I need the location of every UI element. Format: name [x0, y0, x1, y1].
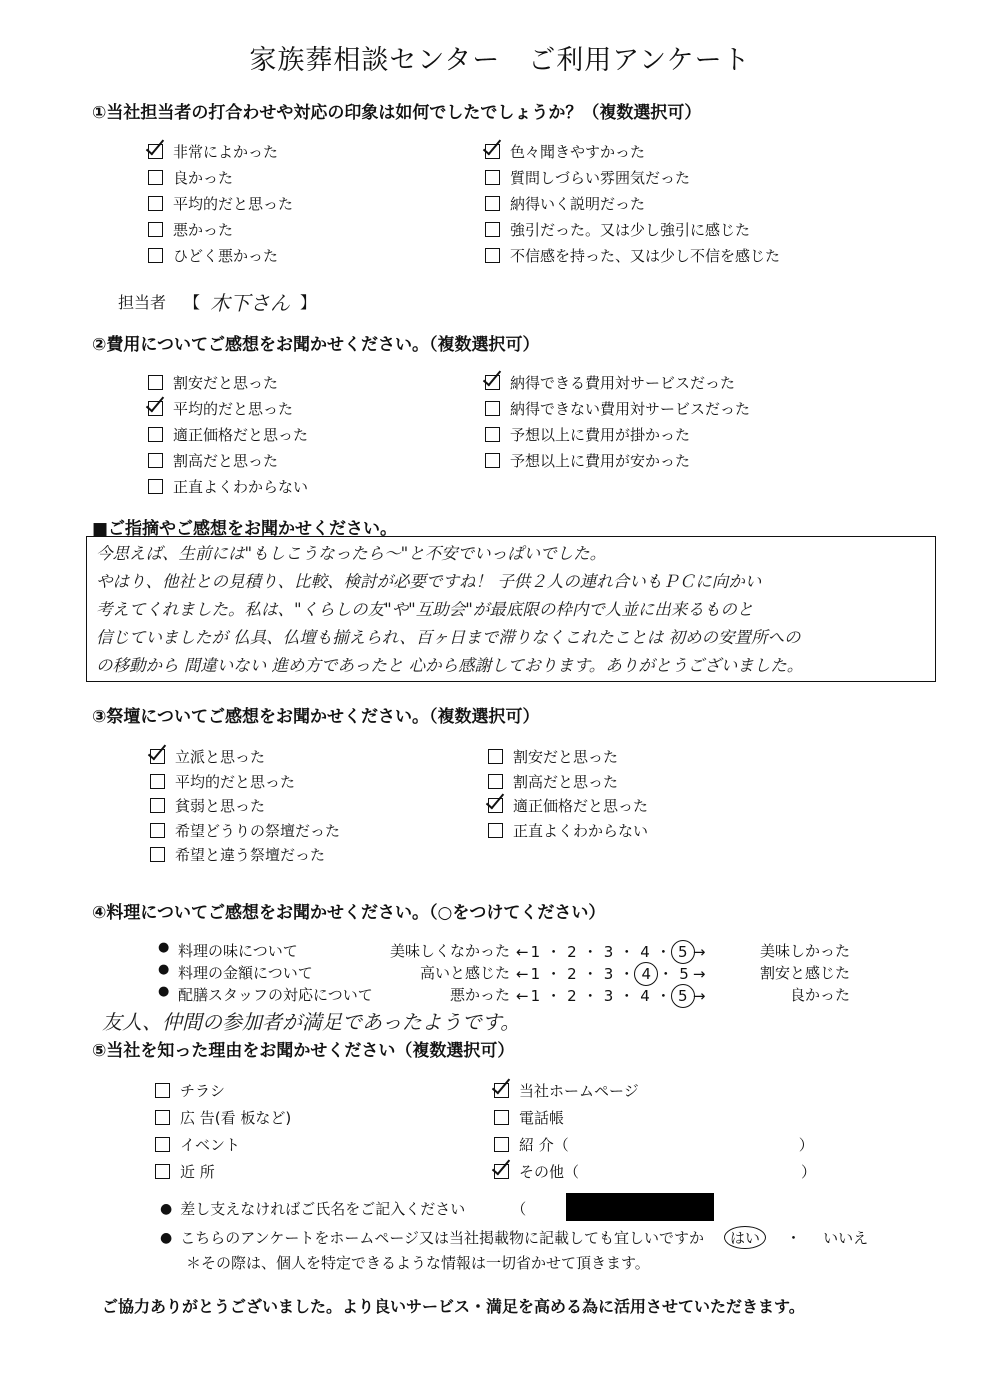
option-label: イベント [180, 1136, 241, 1154]
option-row [494, 1107, 564, 1128]
scale-separator: ・ [582, 943, 598, 961]
publish-yes: はい [724, 1226, 766, 1249]
option-row [494, 1161, 816, 1182]
scale-separator: ・ [655, 943, 671, 961]
checkbox-icon[interactable] [148, 479, 163, 494]
option-label: 良かった [173, 169, 234, 187]
checkbox-icon[interactable] [485, 401, 500, 416]
name-paren-open: （ [511, 1200, 527, 1218]
name-prompt: 差し支えなければご氏名をご記入ください [180, 1200, 466, 1218]
scale-option[interactable]: 2 [567, 987, 577, 1005]
checked-box-icon[interactable] [485, 144, 500, 159]
scale-separator: ・ [619, 987, 635, 1005]
option-row [148, 193, 293, 214]
checkbox-icon[interactable] [150, 823, 165, 838]
option-row [488, 820, 648, 841]
checked-box-icon[interactable] [494, 1164, 509, 1179]
option-row [155, 1080, 225, 1101]
scale-option[interactable]: 4 [640, 987, 650, 1005]
option-label: 立派と思った [175, 748, 266, 766]
option-label: 非常によかった [173, 143, 279, 161]
rating-high-label: 良かった [789, 986, 850, 1004]
option-row [148, 245, 278, 266]
staff-bracket-close: 】 [300, 293, 317, 312]
option-row [485, 219, 750, 240]
scale-separator: ・ [546, 987, 562, 1005]
option-row [148, 372, 278, 393]
checkbox-icon[interactable] [485, 427, 500, 442]
comment-line: やはり、他社との見積り、比較、検討が必要ですね！ 子供２人の連れ合いもＰＣに向かい [96, 572, 762, 591]
option-label: 悪かった [173, 221, 234, 239]
scale-option[interactable]: 2 [567, 943, 577, 961]
comment-line: 信じていましたが 仏具、仏壇も揃えられ、百ヶ日まで滞りなくこれたことは 初めの安置所への [96, 628, 801, 647]
option-label: 予想以上に費用が掛かった [510, 426, 691, 444]
option-label: 割安だと思った [173, 374, 279, 392]
scale-option[interactable]: 3 [603, 943, 614, 961]
option-label: 納得できない費用対サービスだった [510, 400, 751, 418]
option-label: 貧弱と思った [175, 797, 266, 815]
option-label: 平均的だと思った [173, 400, 294, 418]
option-label: チラシ [180, 1082, 226, 1100]
checked-box-icon[interactable] [494, 1083, 509, 1098]
name-row [160, 1198, 526, 1219]
checkbox-icon[interactable] [150, 774, 165, 789]
option-row [150, 844, 325, 865]
option-row [148, 167, 233, 188]
staff-bracket-open: 【 [184, 293, 201, 312]
option-label: 正直よくわからない [513, 821, 649, 840]
option-row [148, 476, 308, 497]
option-row [485, 372, 735, 393]
option-label: 色々聞きやすかった [510, 143, 646, 161]
thanks-text: ご協力ありがとうございました。より良いサービス・満足を高める為に活用させていただきます。 [102, 1297, 805, 1316]
staff-row [118, 287, 316, 316]
scale-option[interactable]: 5 [671, 984, 695, 1008]
scale-option[interactable]: 3 [603, 987, 614, 1005]
option-label: 割高だと思った [513, 772, 619, 791]
comment-line: 考えてくれました。私は、"くらしの友"や"互助会"が最底限の枠内で人並に出来るものと [96, 600, 754, 619]
option-row [150, 771, 295, 792]
checkbox-icon[interactable] [494, 1110, 509, 1125]
checkbox-icon[interactable] [148, 453, 163, 468]
checkbox-icon[interactable] [488, 823, 503, 838]
option-label: 希望と違う祭壇だった [175, 846, 326, 864]
publish-prompt: こちらのアンケートをホームページ又は当社掲載物に記載しても宜しいですか [180, 1229, 705, 1247]
checked-box-icon[interactable] [150, 749, 165, 764]
checkbox-icon[interactable] [155, 1164, 170, 1179]
scale-option[interactable]: 1 [530, 943, 541, 961]
option-label: 割高だと思った [173, 452, 279, 470]
option-row [485, 193, 645, 214]
arrow-left-icon: ← [516, 943, 529, 961]
option-row [494, 1080, 639, 1101]
bullet-icon: ● [158, 984, 170, 999]
checkbox-icon[interactable] [485, 248, 500, 263]
arrow-right-icon: → [692, 987, 706, 1005]
survey-title: 家族葬相談センター ご利用アンケート [249, 45, 751, 76]
arrow-left-icon: ← [516, 965, 529, 983]
checkbox-icon[interactable] [485, 222, 500, 237]
bullet-icon: ● [160, 1200, 173, 1217]
option-row [494, 1134, 814, 1155]
checkbox-icon[interactable] [148, 375, 163, 390]
rating-label: 料理の金額について [178, 964, 313, 982]
checkbox-icon[interactable] [148, 222, 163, 237]
q4-heading: ④料理についてご感想をお聞かせください。（○をつけてください） [92, 903, 606, 923]
option-row [148, 424, 308, 445]
staff-name: 木下さん [210, 291, 291, 315]
scale-option[interactable]: 5 [679, 965, 689, 983]
checkbox-icon[interactable] [150, 847, 165, 862]
option-label: 質問しづらい雰囲気だった [510, 169, 691, 187]
publish-no: いいえ [823, 1229, 869, 1247]
option-label: 予想以上に費用が安かった [510, 452, 691, 470]
bullet-icon: ● [160, 1229, 173, 1246]
scale-separator: ・ [546, 965, 562, 983]
scale-option[interactable]: 2 [567, 965, 577, 983]
checkbox-icon[interactable] [148, 427, 163, 442]
checked-box-icon[interactable] [148, 401, 163, 416]
option-row [485, 167, 690, 188]
scale-option[interactable]: 4 [640, 943, 650, 961]
option-label: 納得できる費用対サービスだった [510, 374, 736, 392]
option-label: 正直よくわからない [173, 478, 309, 496]
scale-option[interactable]: 1 [530, 965, 541, 983]
rating-low-label: 美味しくなかった [389, 942, 510, 960]
checkbox-icon[interactable] [148, 248, 163, 263]
rating-low-label: 悪かった [449, 986, 510, 1004]
checkbox-icon[interactable] [155, 1137, 170, 1152]
option-row [488, 771, 618, 792]
option-row [488, 746, 618, 767]
scale-option[interactable]: 5 [671, 940, 695, 964]
checkbox-icon[interactable] [150, 798, 165, 813]
option-row [488, 795, 648, 816]
rating-high-label: 美味しかった [759, 942, 850, 960]
option-label: 平均的だと思った [173, 195, 294, 213]
redacted-name [566, 1193, 714, 1221]
option-label: 近 所 [180, 1163, 215, 1181]
comment-line: の移動から 間違いない 進め方であったと 心から感謝しております。ありがとうございました。 [96, 656, 804, 675]
q2-heading: ②費用についてご感想をお聞かせください。（複数選択可） [92, 335, 540, 355]
q1-heading: ①当社担当者の打合わせや対応の印象は如何でしたでしょうか？（複数選択可） [92, 103, 702, 123]
checkbox-icon[interactable] [494, 1137, 509, 1152]
scale-option[interactable]: 3 [603, 965, 614, 983]
option-row [150, 820, 340, 841]
option-row [150, 746, 265, 767]
option-label: 割安だと思った [513, 748, 619, 766]
privacy-note: ＊その際は、個人を特定できるような情報は一切省かせて頂きます。 [186, 1254, 650, 1272]
scale-separator: ・ [582, 965, 598, 983]
rating-high-label: 割安と感じた [759, 964, 850, 982]
checked-box-icon[interactable] [488, 798, 503, 813]
scale-option[interactable]: 4 [634, 962, 658, 986]
scale-separator: ・ [619, 943, 635, 961]
option-label: 納得いく説明だった [510, 195, 646, 213]
checkbox-icon[interactable] [148, 196, 163, 211]
option-row [150, 795, 265, 816]
option-row [485, 450, 690, 471]
checkbox-icon[interactable] [155, 1083, 170, 1098]
option-label: 適正価格だと思った [173, 426, 309, 444]
comments-heading: ■ご指摘やご感想をお聞かせください。 [92, 519, 398, 539]
scale-separator: ・ [658, 965, 674, 983]
checkbox-icon[interactable] [485, 196, 500, 211]
arrow-right-icon: → [692, 943, 706, 961]
option-label: 電話帳 [519, 1109, 565, 1127]
rating-low-label: 高いと感じた [419, 964, 510, 982]
option-row [485, 398, 750, 419]
option-row [148, 398, 293, 419]
bullet-icon: ● [158, 940, 170, 955]
option-label: 広 告(看 板など) [180, 1109, 292, 1127]
option-paren-close: ） [801, 1163, 817, 1181]
publish-row [160, 1226, 868, 1249]
option-row [155, 1107, 291, 1128]
option-row [485, 141, 645, 162]
option-label: その他（ [519, 1163, 580, 1181]
checkbox-icon[interactable] [148, 170, 163, 185]
option-row [148, 141, 278, 162]
publish-dot: ・ [786, 1229, 802, 1247]
rating-label: 料理の味について [178, 942, 298, 960]
checkbox-icon[interactable] [155, 1110, 170, 1125]
scale-option[interactable]: 1 [530, 987, 541, 1005]
checkbox-icon[interactable] [485, 170, 500, 185]
comment-line: 今思えば、生前には"もしこうなったら〜"と不安でいっぱいでした。 [96, 544, 607, 563]
option-label: 適正価格だと思った [513, 797, 649, 815]
staff-label: 担当者 [118, 293, 167, 312]
option-row [485, 245, 780, 266]
checked-box-icon[interactable] [485, 375, 500, 390]
option-paren-close: ） [798, 1136, 814, 1154]
q5-heading: ⑤当社を知った理由をお聞かせください（複数選択可） [92, 1041, 515, 1061]
checkbox-icon[interactable] [488, 774, 503, 789]
option-row [155, 1161, 215, 1182]
arrow-right-icon: → [692, 965, 706, 983]
option-label: 紹 介（ [519, 1136, 569, 1154]
option-label: 希望どうりの祭壇だった [175, 821, 341, 840]
bullet-icon: ● [158, 962, 170, 977]
option-row [148, 450, 278, 471]
scale-separator: ・ [582, 987, 598, 1005]
q3-heading: ③祭壇についてご感想をお聞かせください。（複数選択可） [92, 707, 540, 727]
option-row [485, 424, 690, 445]
option-row [155, 1134, 240, 1155]
checked-box-icon[interactable] [148, 144, 163, 159]
scale-separator: ・ [546, 943, 562, 961]
option-label: ひどく悪かった [173, 247, 279, 265]
checkbox-icon[interactable] [488, 749, 503, 764]
checkbox-icon[interactable] [485, 453, 500, 468]
option-row [148, 219, 233, 240]
scale-separator: ・ [655, 987, 671, 1005]
arrow-left-icon: ← [516, 987, 529, 1005]
q4-handwritten-comment: 友人、仲間の参加者が満足であったようです。 [102, 1010, 521, 1034]
rating-label: 配膳スタッフの対応について [178, 986, 373, 1004]
option-label: 不信感を持った、又は少し不信を感じた [510, 247, 781, 265]
option-label: 強引だった。又は少し強引に感じた [510, 221, 751, 239]
scale-separator: ・ [619, 965, 635, 983]
option-label: 平均的だと思った [175, 772, 296, 791]
option-label: 当社ホームページ [519, 1082, 639, 1100]
